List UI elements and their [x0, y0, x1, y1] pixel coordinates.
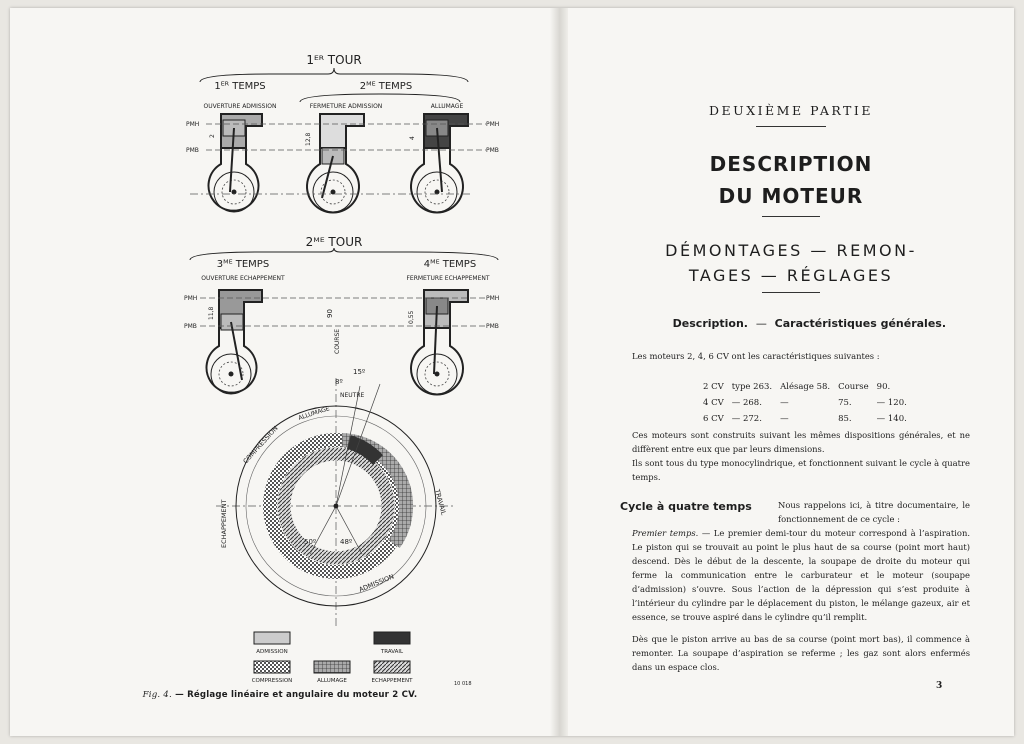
dim-0-55: 0,55	[408, 310, 415, 324]
premier-temps-text: — Le premier demi-tour du moteur correspond à l’aspiration. Le piston qui se trouvait au point le plus haut de sa course (point mort haut) descend. Dès le début de la descente, la soupape de droite du moteur qui ferme la communication entre le carburateur et le moteur (soupape d’admission) s’ouvre. Sous l’action de la dépression qui s’est produite à l’intérieur du cylindre par le déplacement du piston, le mélange gazeux, air et essence, se trouve aspiré dans le cylindre qu’il remplit.	[632, 528, 970, 622]
chapter-subtitle-line-1: DÉMONTAGES — REMON-	[665, 241, 917, 260]
table-cell: — 272.	[731, 414, 762, 424]
book-gutter	[550, 8, 568, 736]
angle-8-label: 8º	[335, 378, 343, 386]
temps1-label: 1ᴱᴿ TEMPS	[214, 81, 266, 92]
legend-swatch-travail	[374, 632, 410, 644]
legend-travail-label: TRAVAIL	[380, 649, 404, 655]
arc-admission-label: ADMISSION	[357, 572, 396, 594]
chapter-subtitle-line-2: TAGES — RÉGLAGES	[688, 266, 894, 285]
phase-ouverture-admission: OUVERTURE ADMISSION	[203, 103, 277, 110]
phase-fermeture-echappement: FERMETURE ECHAPPEMENT	[406, 275, 490, 282]
table-cell: — 268.	[731, 398, 762, 408]
table-cell: type 263.	[731, 382, 773, 392]
table-row	[700, 380, 910, 394]
caption-text: — Réglage linéaire et angulaire du moteur 2 CV.	[175, 690, 418, 700]
intro-paragraph: Les moteurs 2, 4, 6 CV ont les caractéristiques suivantes :	[632, 351, 880, 361]
engine-diagram-5	[411, 290, 468, 395]
chapter-title-line-2: DU MOTEUR	[718, 184, 864, 208]
pmh-label-4: PMH	[486, 295, 500, 302]
paragraph: Ils sont tous du type monocylindrique, et fonctionnent suivant le cycle à quatre temps.	[632, 458, 970, 482]
page-number: 3	[936, 681, 943, 691]
part-heading: DEUXIÈME PARTIE	[709, 103, 873, 118]
paragraph-premier-temps	[632, 526, 970, 624]
engine-diagram-4	[207, 290, 263, 394]
tour2-label: 2ᴹᴱ TOUR	[305, 235, 363, 249]
temps3-label: 3ᴹᴱ TEMPS	[216, 259, 270, 270]
engine-timing-figure	[10, 8, 550, 708]
section-heading	[568, 317, 1014, 330]
legend-admission-label: ADMISSION	[256, 649, 288, 655]
table-cell: —	[780, 414, 789, 424]
dim-4: 4	[409, 136, 416, 140]
temps4-label: 4ᴹᴱ TEMPS	[423, 259, 477, 270]
divider	[756, 126, 826, 127]
angle-50-label: 50º	[304, 538, 317, 546]
pmh-label-3: PMH	[184, 295, 198, 302]
figure-caption	[10, 690, 550, 700]
table-cell: 6 CV	[703, 414, 724, 424]
pmb-label-2: PMB	[486, 147, 499, 154]
engine-diagram-3	[411, 114, 468, 213]
chapter-title-line-1: DESCRIPTION	[709, 152, 873, 176]
arc-neutre-label: NEUTRE	[340, 392, 365, 399]
figure-reference: 10 018	[454, 681, 472, 687]
table-row	[700, 412, 910, 426]
chapter-subtitle	[568, 238, 1014, 288]
legend-swatch-admission	[254, 632, 290, 644]
pmb-label-4: PMB	[486, 323, 499, 330]
tour1-label: 1ᴱᴿ TOUR	[306, 53, 362, 67]
paragraph: Ces moteurs sont construits suivant les mêmes dispositions générales, et ne diffèrent entre eux que par leurs dimensions.	[632, 430, 970, 454]
angle-48-label: 48º	[340, 538, 353, 546]
arc-allumage-label: ALLUMAGE	[297, 405, 331, 422]
table-cell: — 120.	[876, 398, 907, 408]
engine-diagram-2	[307, 114, 364, 213]
dim-2: 2	[209, 134, 216, 138]
legend-compression-label: COMPRESSION	[251, 678, 293, 684]
right-page	[568, 8, 1014, 736]
table-cell: 4 CV	[703, 398, 724, 408]
premier-temps-label: Premier temps.	[632, 528, 699, 538]
table-cell: Course	[838, 382, 869, 392]
phase-fermeture-admission: FERMETURE ADMISSION	[309, 103, 383, 110]
specs-table	[698, 378, 912, 428]
chapter-title	[568, 148, 1014, 212]
legend-swatch-allumage	[314, 661, 350, 673]
pmh-label-1: PMH	[186, 121, 200, 128]
phase-allumage: ALLUMAGE	[430, 103, 464, 110]
divider	[762, 292, 820, 293]
section-heading-b: Caractéristiques générales.	[774, 317, 946, 330]
arc-travail-label: TRAVAIL	[433, 488, 448, 516]
angle-15-label: 15º	[353, 368, 366, 376]
legend-swatch-compression	[254, 661, 290, 673]
table-cell: 85.	[838, 414, 852, 424]
course-value: 90	[326, 309, 334, 318]
table-cell: 75.	[838, 398, 852, 408]
engine-diagram-1	[208, 114, 262, 212]
cycle-intro: Nous rappelons ici, à titre documentaire, le fonctionnement de ce cycle :	[778, 500, 970, 524]
phase-ouverture-echappement: OUVERTURE ECHAPPEMENT	[201, 275, 285, 282]
table-cell: 2 CV	[703, 382, 724, 392]
table-cell: Alésage 58.	[780, 382, 831, 392]
pmb-label-3: PMB	[184, 323, 197, 330]
dim-11-8: 11,8	[208, 306, 215, 320]
table-cell: 90.	[876, 382, 891, 392]
course-label: COURSE	[334, 328, 341, 354]
tour1-brace	[200, 68, 468, 82]
dim-12-8: 12,8	[305, 132, 312, 146]
arc-compression-label: COMPRESSION	[241, 424, 280, 466]
paragraph: Dès que le piston arrive au bas de sa course (point mort bas), il commence à remonter. La soupape d’aspiration se referme ; les gaz sont alors enfermés dans un espace clos.	[632, 634, 970, 672]
legend-allumage-label: ALLUMAGE	[317, 678, 347, 684]
pmh-label-2: PMH	[486, 121, 500, 128]
arc-echappement-label: ECHAPPEMENT	[220, 499, 228, 548]
cycle-heading: Cycle à quatre temps	[620, 500, 752, 513]
legend-swatch-echappement	[374, 661, 410, 673]
temps2-brace	[300, 94, 460, 102]
left-page	[10, 8, 550, 736]
caption-number: Fig. 4.	[142, 690, 172, 700]
temps2-label: 2ᴹᴱ TEMPS	[359, 81, 413, 92]
book-spread	[10, 8, 1014, 736]
section-heading-a: Description.	[672, 317, 748, 330]
section-heading-dash: —	[755, 317, 767, 330]
table-cell: —	[780, 398, 789, 408]
legend-echappement-label: ECHAPPEMENT	[371, 678, 413, 684]
table-cell: — 140.	[876, 414, 907, 424]
pmb-label-1: PMB	[186, 147, 199, 154]
divider	[762, 216, 820, 217]
table-row	[700, 396, 910, 410]
timing-circle	[216, 378, 456, 628]
